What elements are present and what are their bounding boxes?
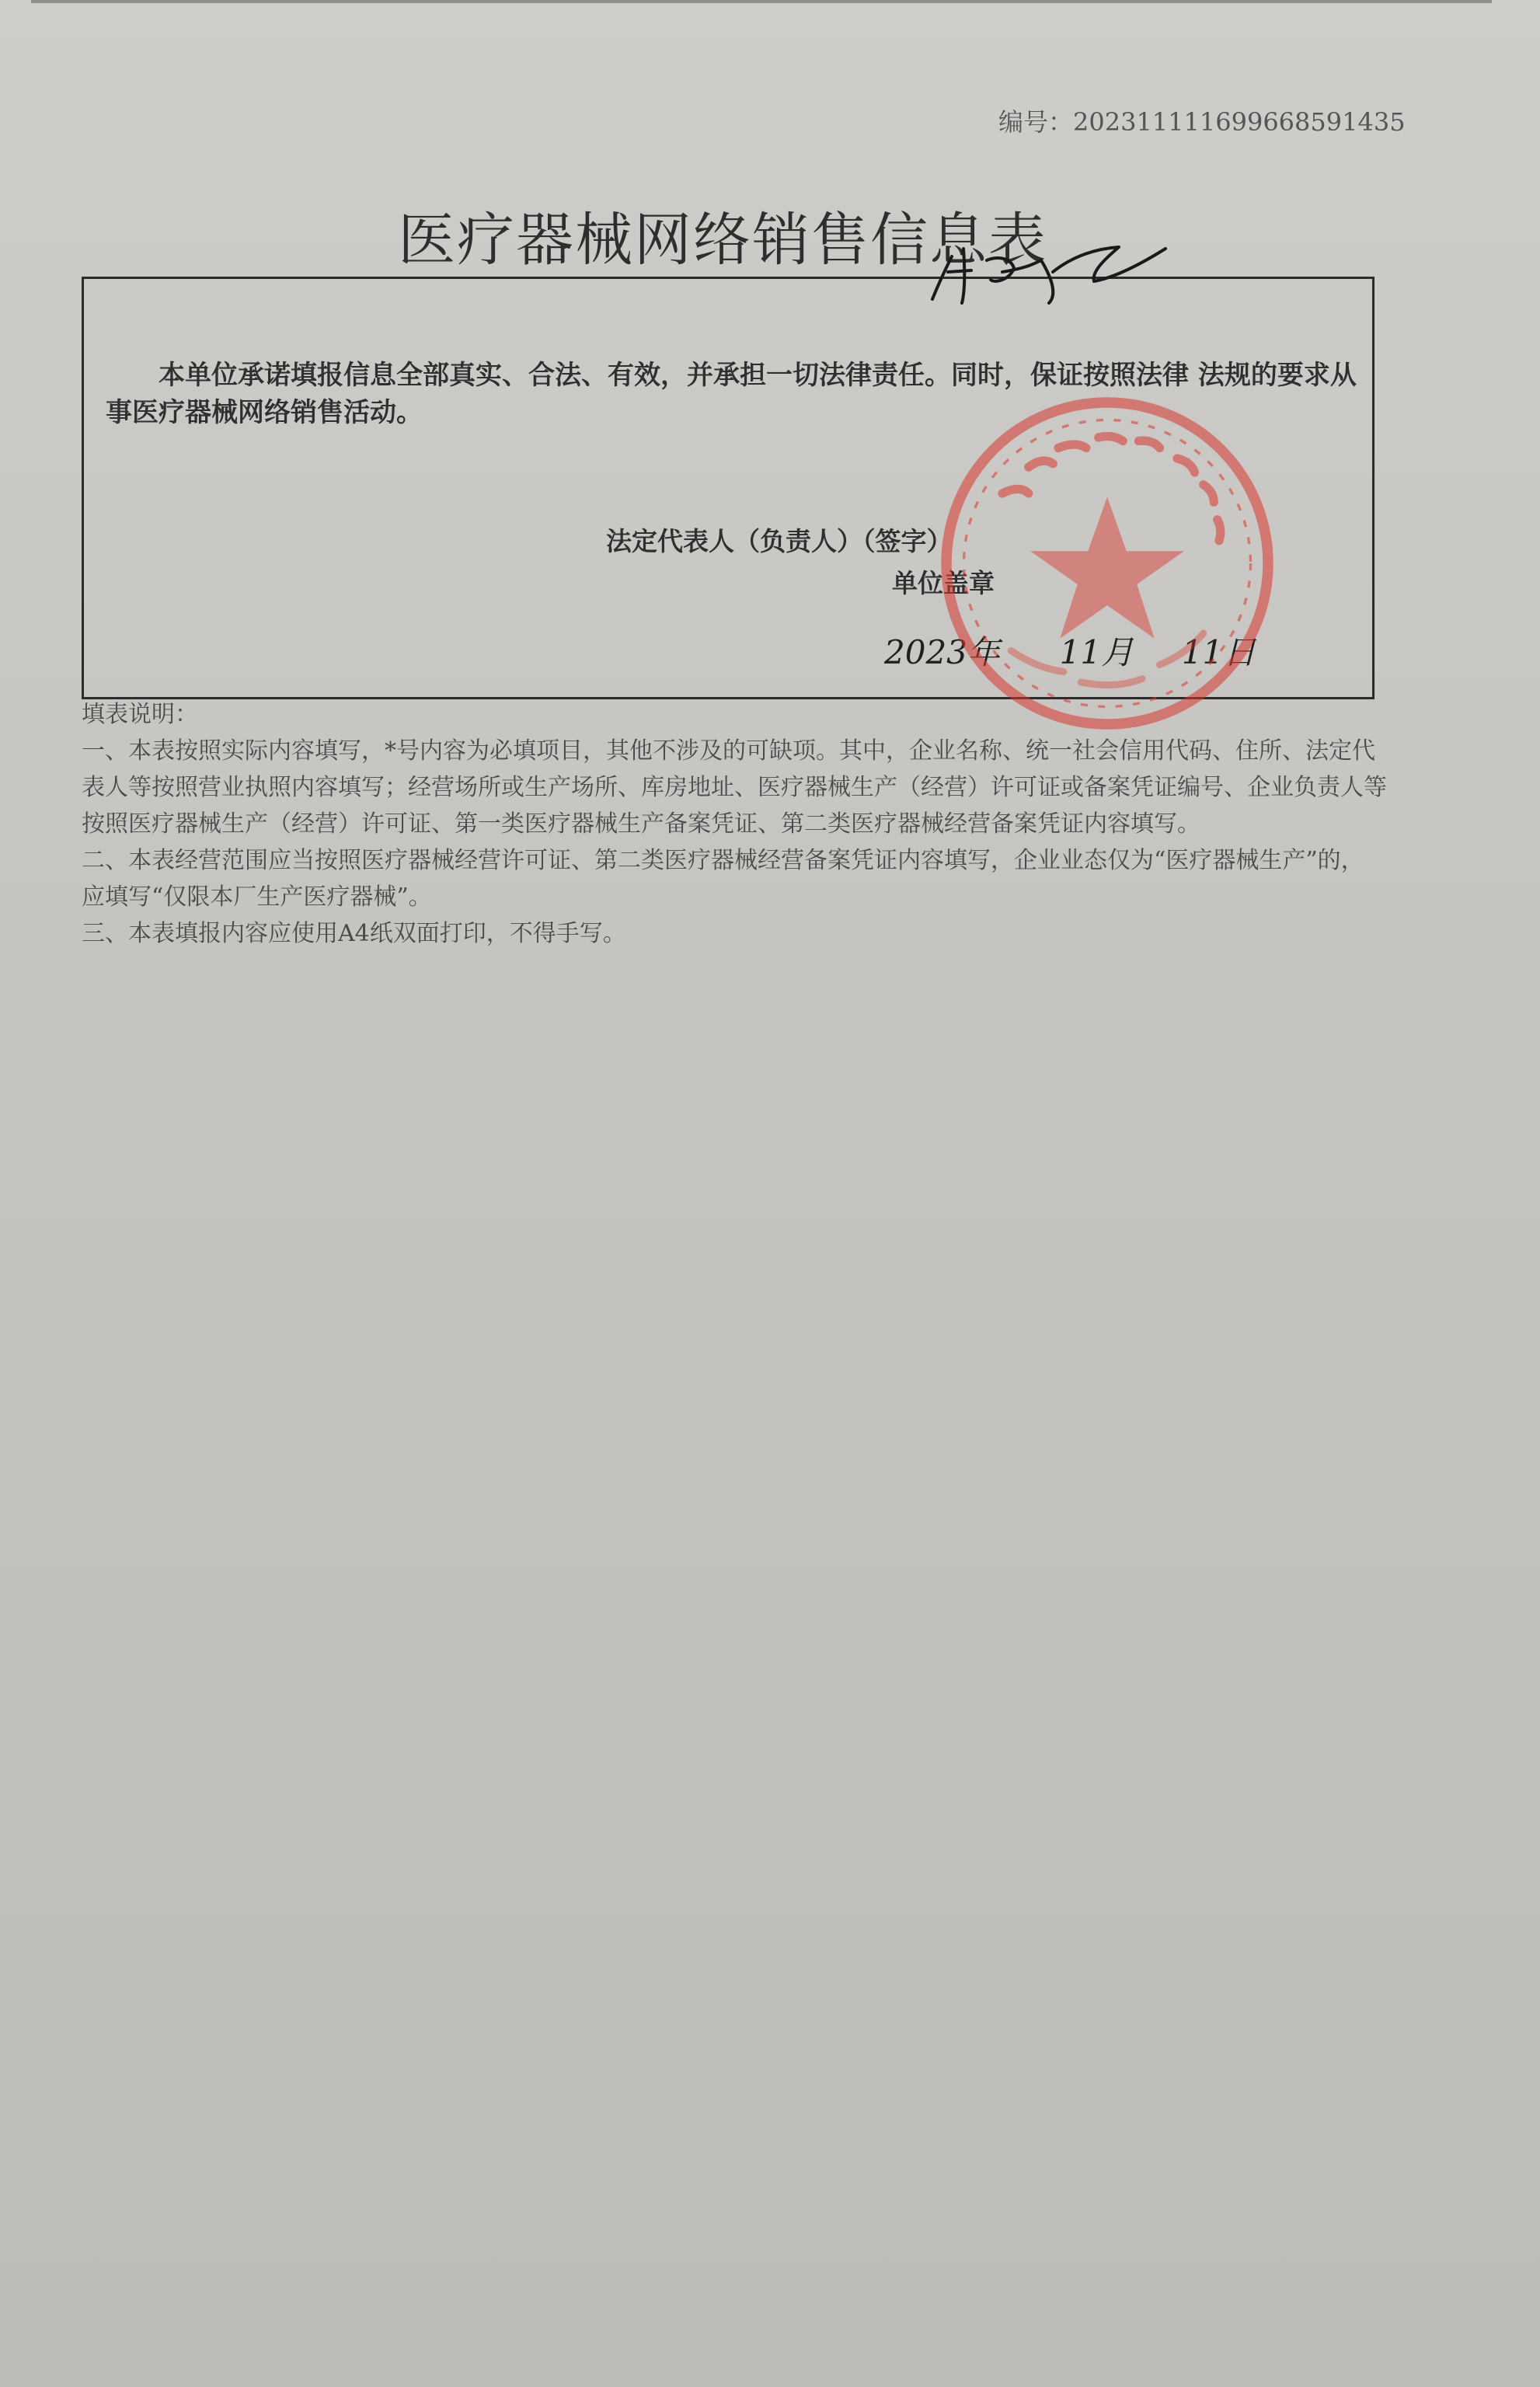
- note-item-2: 二、本表经营范围应当按照医疗器械经营许可证、第二类医疗器械经营备案凭证内容填写，企业业态仅为“医疗器械生产”的，应填写“仅限本厂生产医疗器械”。: [82, 847, 1364, 911]
- note-item-1: 一、本表按照实际内容填写，*号内容为必填项目，其他不涉及的可缺项。其中，企业名称、统一社会信用代码、住所、法定代表人等按照营业执照内容填写；经营场所或生产场所、库房地址、医疗器械生产（经营）许可证或备案凭证编号、企业负责人等按照医疗器械生产（经营）许可证、第一类医疗器械生产备案凭证、第二类医疗器械经营备案凭证内容填写。: [82, 737, 1387, 838]
- notes-heading: 填表说明：: [82, 701, 198, 728]
- serial-number: 编号：20231111169966859143​5: [998, 107, 1406, 137]
- pledge-text: 本单位承诺填报信息全部真实、合法、有效，并承担一切法律责任。同时，保证按照法律 法规的要求从事医疗器械网络销售活动。: [106, 360, 1357, 428]
- legal-rep-label: 法定代表人（负责人）（签字）: [606, 526, 953, 556]
- handwritten-signature: [917, 225, 1181, 319]
- fill-instructions: [82, 696, 1387, 952]
- date-year: 2023: [884, 633, 967, 671]
- page-title: 医疗器械网络销售信息表: [398, 207, 1047, 274]
- date-month: 11: [1059, 633, 1102, 671]
- unit-seal-label: 单位盖章: [892, 568, 995, 598]
- note-item-3: 三、本表填报内容应使用A4纸双面打印，不得手写。: [82, 920, 626, 947]
- official-seal-icon: [932, 389, 1282, 738]
- date-day-char: 日: [1223, 633, 1256, 671]
- page-edge: [31, 0, 1492, 3]
- date-year-char: 年: [967, 633, 1000, 671]
- date-month-char: 月: [1101, 633, 1134, 671]
- date-day: 11: [1181, 633, 1224, 671]
